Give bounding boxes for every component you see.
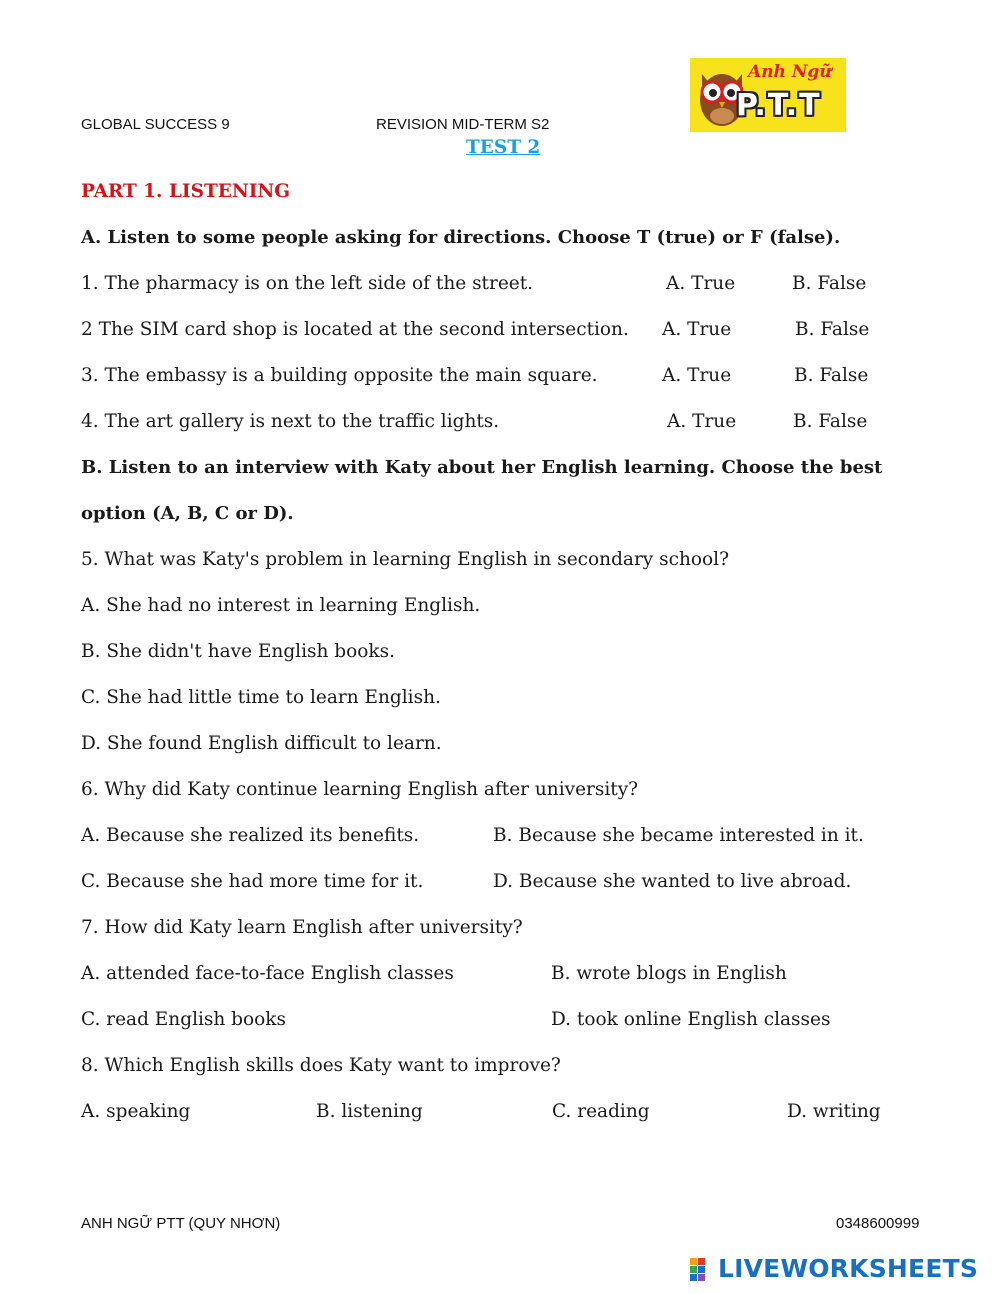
- logo-ptt: P.T.T: [736, 88, 822, 123]
- series-label: GLOBAL SUCCESS 9: [81, 116, 230, 133]
- tf-item-2-true[interactable]: A. True: [662, 319, 732, 340]
- question-7: 7. How did Katy learn English after university?: [81, 917, 523, 938]
- tf-item-2-false[interactable]: B. False: [795, 319, 870, 340]
- question-8: 8. Which English skills does Katy want to improve?: [81, 1055, 561, 1076]
- q6-option-b[interactable]: B. Because she became interested in it.: [493, 825, 864, 846]
- q8-option-d[interactable]: D. writing: [787, 1101, 881, 1122]
- tf-item-1-false[interactable]: B. False: [792, 273, 867, 294]
- question-5: 5. What was Katy's problem in learning English in secondary school?: [81, 549, 729, 570]
- q8-option-a[interactable]: A. speaking: [81, 1101, 191, 1122]
- q7-option-d[interactable]: D. took online English classes: [551, 1009, 831, 1030]
- section-b-instruction-line2: option (A, B, C or D).: [81, 503, 294, 524]
- liveworksheets-text: LIVEWORKSHEETS: [718, 1254, 979, 1283]
- tf-item-1-true[interactable]: A. True: [666, 273, 736, 294]
- q5-option-d[interactable]: D. She found English difficult to learn.: [81, 733, 442, 754]
- tf-item-4-true[interactable]: A. True: [667, 411, 737, 432]
- q6-option-d[interactable]: D. Because she wanted to live abroad.: [493, 871, 852, 892]
- liveworksheets-icon: [690, 1258, 714, 1282]
- tf-item-4: 4. The art gallery is next to the traffic lights.: [81, 411, 500, 432]
- tf-item-1: 1. The pharmacy is on the left side of the street.: [81, 273, 534, 294]
- tf-item-3-false[interactable]: B. False: [794, 365, 869, 386]
- question-6: 6. Why did Katy continue learning English after university?: [81, 779, 639, 800]
- tf-item-4-false[interactable]: B. False: [793, 411, 868, 432]
- tf-item-3-true[interactable]: A. True: [662, 365, 732, 386]
- q5-option-c[interactable]: C. She had little time to learn English.: [81, 687, 441, 708]
- tf-item-3: 3. The embassy is a building opposite the main square.: [81, 365, 598, 386]
- footer-center: ANH NGỮ PTT (QUY NHƠN): [81, 1215, 281, 1232]
- footer-phone: 0348600999: [836, 1215, 920, 1232]
- q7-option-a[interactable]: A. attended face-to-face English classes: [81, 963, 454, 984]
- center-logo: [690, 58, 846, 132]
- section-a-instruction: A. Listen to some people asking for directions. Choose T (true) or F (false).: [81, 227, 841, 248]
- q6-option-a[interactable]: A. Because she realized its benefits.: [81, 825, 420, 846]
- exam-label: REVISION MID-TERM S2: [376, 116, 550, 133]
- q5-option-b[interactable]: B. She didn't have English books.: [81, 641, 396, 662]
- logo-brand: Anh Ngữ: [748, 62, 832, 82]
- q8-option-b[interactable]: B. listening: [316, 1101, 423, 1122]
- test-title: TEST 2: [466, 137, 541, 158]
- section-b-instruction-line1: B. Listen to an interview with Katy about her English learning. Choose the best: [81, 457, 883, 478]
- part-title: PART 1. LISTENING: [81, 181, 291, 202]
- q5-option-a[interactable]: A. She had no interest in learning English.: [81, 595, 481, 616]
- q6-option-c[interactable]: C. Because she had more time for it.: [81, 871, 424, 892]
- q7-option-c[interactable]: C. read English books: [81, 1009, 287, 1030]
- q8-option-c[interactable]: C. reading: [552, 1101, 650, 1122]
- q7-option-b[interactable]: B. wrote blogs in English: [551, 963, 787, 984]
- tf-item-2: 2 The SIM card shop is located at the second intersection.: [81, 319, 629, 340]
